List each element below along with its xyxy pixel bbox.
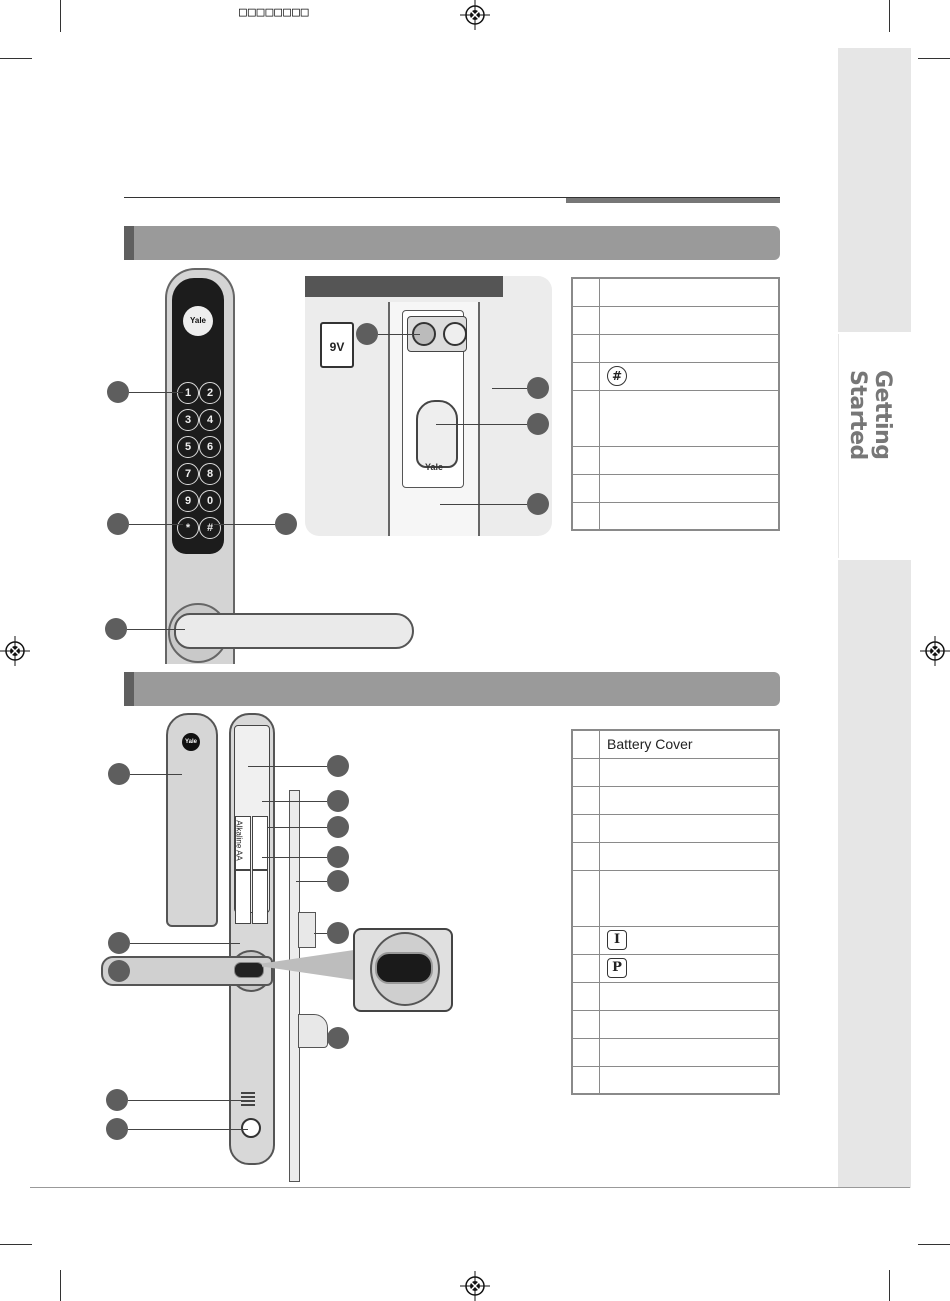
inset-brand: Yale	[425, 462, 444, 472]
table-row	[572, 278, 779, 306]
leader-line	[214, 524, 275, 525]
leader-line	[262, 857, 327, 858]
front-legend-table	[571, 277, 780, 531]
leader-line	[296, 881, 327, 882]
callout-marker	[327, 846, 349, 868]
table-row	[572, 362, 779, 390]
leader-line	[130, 774, 182, 775]
keypad-key: 4	[199, 409, 221, 431]
callout-marker	[327, 816, 349, 838]
leader-line	[436, 424, 527, 425]
callout-marker	[106, 1089, 128, 1111]
install-mode-icon: I	[607, 930, 627, 950]
section-header-front	[124, 226, 780, 260]
leader-line	[378, 334, 420, 335]
leader-line	[129, 524, 183, 525]
callout-marker	[108, 763, 130, 785]
table-row	[572, 446, 779, 474]
crop-mark	[0, 58, 32, 59]
hash-key-icon: #	[607, 366, 627, 386]
crop-mark	[60, 1270, 61, 1301]
callout-marker	[527, 413, 549, 435]
callout-marker	[108, 960, 130, 982]
callout-marker	[327, 790, 349, 812]
keypad-key: 8	[199, 463, 221, 485]
battery-cell	[252, 816, 268, 870]
keypad-key: 0	[199, 490, 221, 512]
keypad-key: 3	[177, 409, 199, 431]
mode-switch	[234, 962, 264, 978]
callout-marker	[275, 513, 297, 535]
yale-logo: Yale	[182, 733, 200, 751]
header-code: □□□□□□□□	[239, 5, 310, 20]
leader-line	[127, 629, 185, 630]
registration-mark-icon	[920, 636, 950, 666]
table-row	[572, 390, 779, 446]
crop-mark	[889, 1270, 890, 1301]
table-row	[572, 926, 779, 954]
key-override	[241, 1118, 261, 1138]
table-row: Battery Cover	[572, 730, 779, 758]
hook-bolt	[298, 1014, 328, 1048]
contact-terminal	[443, 322, 467, 346]
callout-marker	[327, 1027, 349, 1049]
table-row	[572, 842, 779, 870]
mortise-plate	[289, 790, 300, 1182]
callout-marker	[107, 513, 129, 535]
leader-line	[440, 504, 527, 505]
keypad-key: 6	[199, 436, 221, 458]
leader-line	[314, 933, 327, 934]
footer-rule	[30, 1187, 910, 1188]
table-row	[572, 1010, 779, 1038]
leader-line	[492, 388, 527, 389]
yale-logo: Yale	[183, 306, 213, 336]
back-legend-table	[571, 729, 780, 1095]
latch-bolt	[298, 912, 316, 948]
table-row	[572, 502, 779, 530]
callout-marker	[105, 618, 127, 640]
leader-line	[129, 392, 183, 393]
battery-9v-icon: 9V	[320, 322, 354, 368]
crop-mark	[889, 0, 890, 32]
callout-marker	[356, 323, 378, 345]
battery-label: Alkaline AA	[234, 820, 244, 861]
keypad-key: 9	[177, 490, 199, 512]
keypad-key: 5	[177, 436, 199, 458]
keypad-key: #	[199, 517, 221, 539]
keypad-key: 7	[177, 463, 199, 485]
battery-cell	[252, 870, 268, 924]
table-row	[572, 758, 779, 786]
table-row	[572, 474, 779, 502]
callout-marker	[327, 755, 349, 777]
table-row	[572, 306, 779, 334]
title-rule-accent	[566, 198, 780, 203]
crop-mark	[60, 0, 61, 32]
table-row	[572, 1038, 779, 1066]
keypad-key: *	[177, 517, 199, 539]
lever-handle	[174, 613, 414, 649]
crop-mark	[0, 1244, 32, 1245]
callout-marker	[108, 932, 130, 954]
privacy-mode-icon: P	[607, 958, 627, 978]
table-row	[572, 1066, 779, 1094]
crop-mark	[918, 58, 950, 59]
keypad-key: 1	[177, 382, 199, 404]
keypad-key: 2	[199, 382, 221, 404]
table-row	[572, 954, 779, 982]
registration-mark-icon	[460, 0, 490, 30]
table-row	[572, 814, 779, 842]
callout-marker	[107, 381, 129, 403]
leader-line	[248, 766, 327, 767]
leader-line	[268, 827, 327, 828]
zoom-switch	[375, 952, 433, 984]
callout-marker	[327, 922, 349, 944]
section-header-back	[124, 672, 780, 706]
side-tab-bottom	[838, 560, 911, 1188]
registration-mark-icon	[460, 1271, 490, 1301]
leader-line	[130, 943, 240, 944]
leader-line	[128, 1129, 248, 1130]
side-tab-label: Getting Started	[845, 370, 895, 460]
inset-title-bar	[305, 276, 503, 297]
callout-marker	[327, 870, 349, 892]
registration-mark-icon	[0, 636, 30, 666]
table-row	[572, 982, 779, 1010]
speaker-grille	[241, 1092, 255, 1106]
table-row	[572, 334, 779, 362]
side-tab-top	[838, 48, 911, 332]
callout-marker	[106, 1118, 128, 1140]
table-row	[572, 870, 779, 926]
battery-cell	[235, 870, 251, 924]
table-row	[572, 786, 779, 814]
cylinder-hole	[416, 400, 458, 468]
callout-marker	[527, 377, 549, 399]
leader-line	[128, 1100, 242, 1101]
leader-line	[262, 801, 327, 802]
callout-marker	[527, 493, 549, 515]
zoom-connector	[262, 950, 354, 980]
crop-mark	[918, 1244, 950, 1245]
